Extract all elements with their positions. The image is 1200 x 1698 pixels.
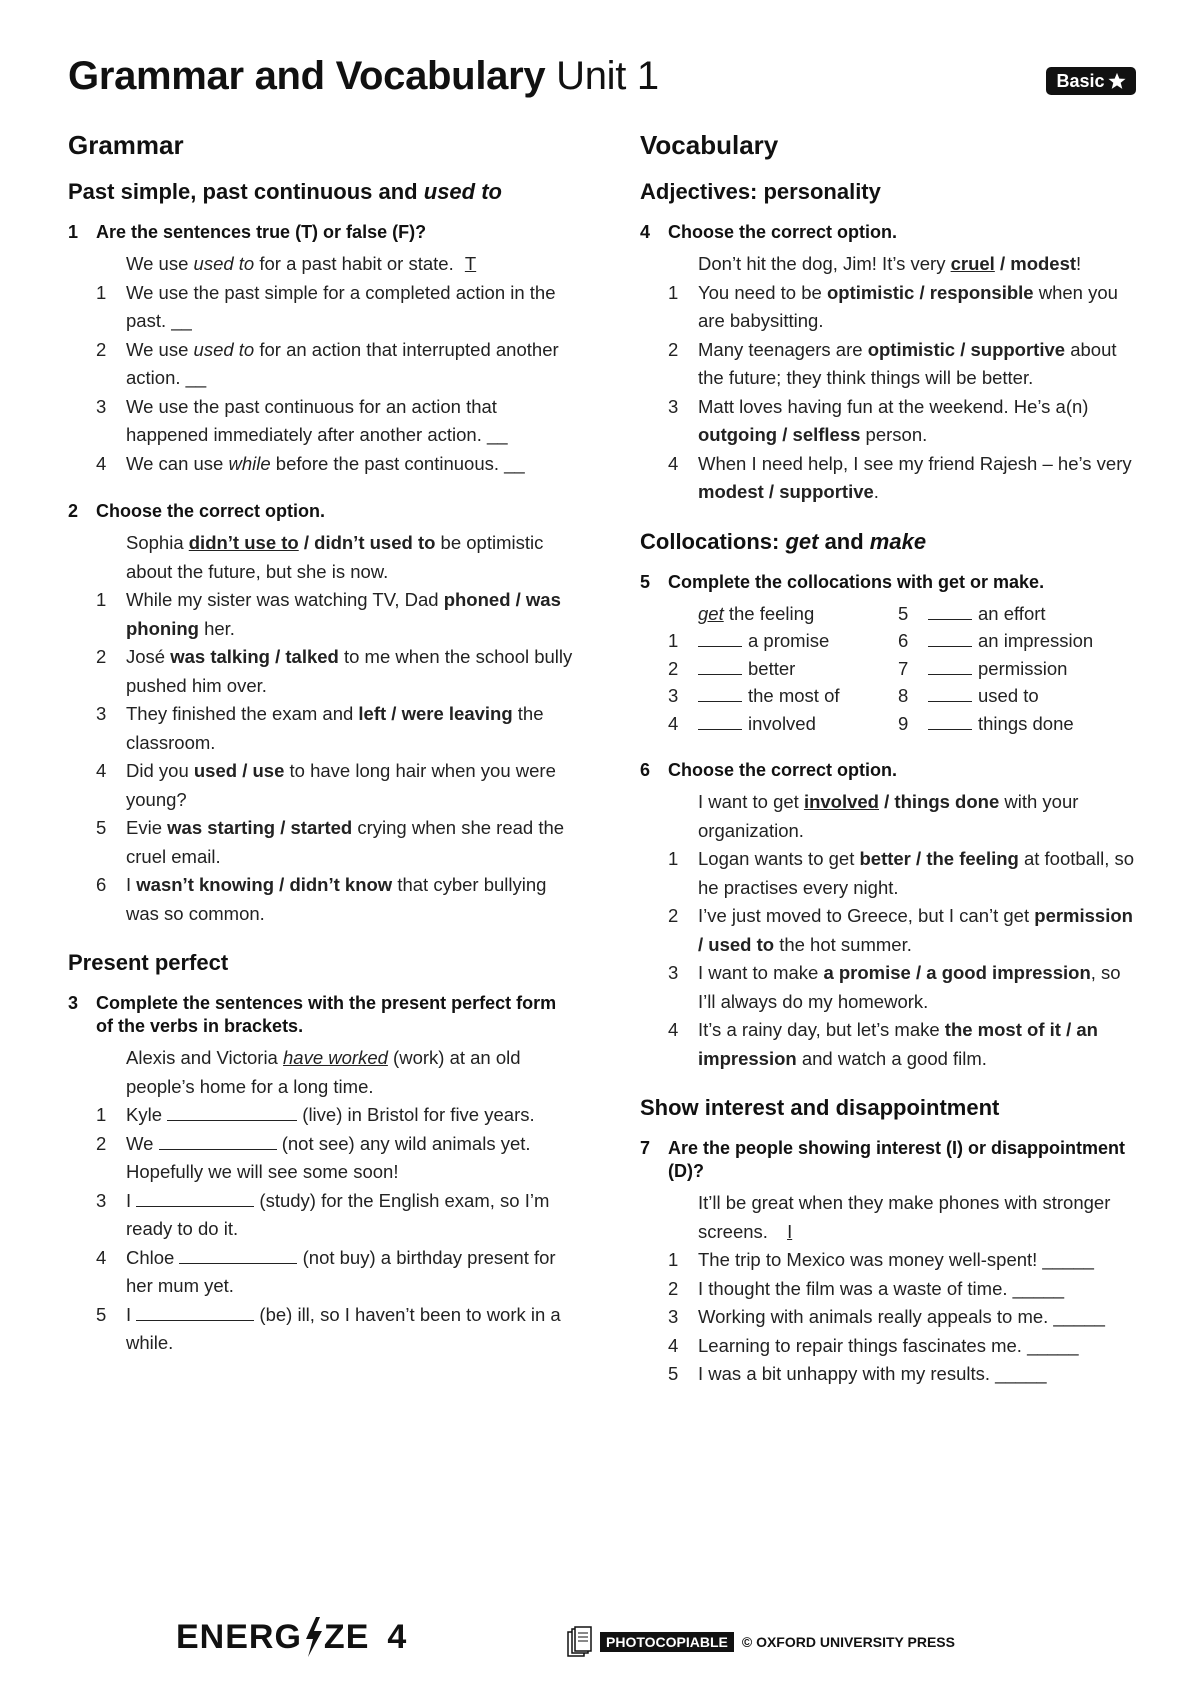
answer-blank[interactable] xyxy=(179,1245,297,1264)
exercise-instruction: 2 Choose the correct option. xyxy=(68,501,326,521)
list-item: 2 We (not see) any wild animals yet. Hopefully we will see some soon! xyxy=(96,1132,531,1182)
list-item: 2 José was talking / talked to me when the school bully pushed him over. xyxy=(96,646,573,696)
list-item: 3 I (study) for the English exam, so I’m ready to do it. xyxy=(96,1189,550,1239)
list-item: 1 The trip to Mexico was money well-spent! _____ xyxy=(668,1249,1094,1270)
grammar-heading: Grammar xyxy=(68,130,184,160)
list-item: 4 It’s a rainy day, but let’s make the most of it / an impression and watch a good film. xyxy=(668,1019,1098,1069)
example-item: get the feeling xyxy=(698,602,815,624)
example-item: Don’t hit the dog, Jim! It’s very cruel / modest! xyxy=(698,253,1082,274)
list-item: 1 Kyle (live) in Bristol for five years. xyxy=(96,1104,535,1125)
list-item: 3 Matt loves having fun at the weekend. He’s a(n) outgoing / selfless person. xyxy=(668,395,1089,445)
energize-logo xyxy=(176,1617,407,1657)
section-title-italic: used to xyxy=(423,179,502,204)
section-heading: Collocations: get and make xyxy=(640,528,927,554)
exercise-4 xyxy=(640,221,1140,507)
exercise-6 xyxy=(640,759,1140,1073)
list-item: 5 I (be) ill, so I haven’t been to work in a while. xyxy=(96,1303,561,1353)
list-item: 4 Chloe (not buy) a birthday present for her mum yet. xyxy=(96,1246,556,1296)
logo-text: ENERG xyxy=(176,1617,302,1656)
vocabulary-heading: Vocabulary xyxy=(640,130,779,160)
list-item: 2 We use used to for an action that interrupted another action. __ xyxy=(96,338,559,388)
list-item: 4 We can use while before the past continuous. __ xyxy=(96,452,525,474)
answer-blank[interactable] xyxy=(928,683,972,702)
answer-blank[interactable] xyxy=(698,656,742,675)
list-item: 1 Logan wants to get better / the feeling at football, so he practises every night. xyxy=(668,848,1135,898)
level-number: 4 xyxy=(387,1617,408,1656)
page-title xyxy=(68,54,659,99)
answer-blank[interactable] xyxy=(167,1102,297,1121)
star-icon xyxy=(1108,72,1126,90)
answer-blank[interactable] xyxy=(136,1188,254,1207)
list-item: 5 I was a bit unhappy with my results. _____ xyxy=(668,1363,1047,1384)
list-item: 3 They finished the exam and left / were leaving the classroom. xyxy=(96,703,544,753)
answer-blank[interactable] xyxy=(136,1302,254,1321)
logo-text: ZE xyxy=(323,1617,370,1656)
exercise-instruction xyxy=(68,221,578,244)
exercise-instruction: 4 Choose the correct option. xyxy=(640,222,898,242)
answer-blank[interactable] xyxy=(698,711,742,730)
exercise-number: 1 xyxy=(68,222,79,242)
answer-blank[interactable] xyxy=(928,711,972,730)
exercise-instruction: 7 Are the people showing interest (I) or disappointment (D)? xyxy=(640,1138,1126,1181)
example-item: I want to get involved / things done with your organization. xyxy=(698,791,1079,841)
list-item: 1 You need to be optimistic / responsible when you are babysitting. xyxy=(668,281,1118,331)
exercise-1 xyxy=(68,221,578,478)
level-badge xyxy=(1046,67,1136,95)
list-item: 4 Learning to repair things fascinates me. _____ xyxy=(668,1334,1079,1356)
exercise-7 xyxy=(640,1137,1140,1389)
grammar-column xyxy=(68,130,578,1380)
answer-blank[interactable] xyxy=(928,656,972,675)
list-item: 1 We use the past simple for a completed action in the past. __ xyxy=(96,281,556,331)
photocopiable-tag: PHOTOCOPIABLE xyxy=(600,1632,734,1652)
example-item: Sophia didn’t use to / didn’t used to be optimistic about the future, but she is now. xyxy=(126,532,544,582)
list-item: 3 We use the past continuous for an action that happened immediately after another action. __ xyxy=(96,395,508,445)
list-item: 2 I thought the film was a waste of time. _____ xyxy=(668,1277,1065,1299)
list-item: 2 Many teenagers are optimistic / supportive about the future; they think things will be better. xyxy=(668,338,1117,388)
instruction-text: Are the sentences true (T) or false (F)? xyxy=(96,222,427,242)
exercise-5 xyxy=(640,571,1140,738)
answer-blank[interactable] xyxy=(928,628,972,647)
example-item: We use used to for a past habit or state. T xyxy=(68,250,578,279)
section-heading xyxy=(68,179,578,205)
lightning-bolt-icon xyxy=(302,1617,324,1657)
title-unit: Unit 1 xyxy=(545,54,659,98)
list-item: 5 Evie was starting / started crying when she read the cruel email. xyxy=(96,817,565,867)
list-item: 3 I want to make a promise / a good impression, so I’ll always do my homework. xyxy=(668,962,1121,1012)
list-item: 1 While my sister was watching TV, Dad phoned / was phoning her. xyxy=(96,589,561,639)
exercise-3 xyxy=(68,992,578,1358)
exercise-2 xyxy=(68,500,578,928)
exercise-instruction: 5 Complete the collocations with get or make. xyxy=(640,571,1045,592)
section-heading: Show interest and disappointment xyxy=(640,1095,1000,1120)
vocabulary-column xyxy=(640,130,1140,1411)
example-item: It’ll be great when they make phones with stronger screens. I xyxy=(698,1192,1111,1242)
title-main: Grammar and Vocabulary xyxy=(68,54,546,98)
section-heading: Present perfect xyxy=(68,950,229,975)
answer-blank[interactable] xyxy=(698,683,742,702)
exercise-instruction: 3 Complete the sentences with the present perfect form of the verbs in brackets. xyxy=(68,993,557,1036)
example-item: Alexis and Victoria have worked (work) at an old people’s home for a long time. xyxy=(126,1047,521,1097)
answer-blank[interactable] xyxy=(928,601,972,620)
section-heading: Adjectives: personality xyxy=(640,179,881,204)
list-item: 4 Did you used / use to have long hair when you were young? xyxy=(96,760,556,810)
answer-blank[interactable] xyxy=(698,628,742,647)
list-item: 2 I’ve just moved to Greece, but I can’t get permission / used to the hot summer. xyxy=(668,905,1133,955)
list-item: 6 I wasn’t knowing / didn’t know that cyber bullying was so common. xyxy=(96,874,547,924)
list-item: 4 When I need help, I see my friend Rajesh – he’s very modest / supportive. xyxy=(668,452,1132,502)
section-title: Past simple, past continuous and xyxy=(68,179,418,204)
copyright-footer xyxy=(566,1626,955,1658)
photocopy-icon xyxy=(566,1626,592,1658)
example-answer: T xyxy=(464,253,477,274)
publisher-text: © OXFORD UNIVERSITY PRESS xyxy=(741,1634,955,1650)
list-item: 3 Working with animals really appeals to me. _____ xyxy=(668,1306,1105,1327)
answer-blank[interactable] xyxy=(159,1131,277,1150)
collocation-grid: get the feeling 5 an effort 1 a promise 6 an impression 2 better 7 permission 3 the most of 8 used to 4 involved 9 things done xyxy=(640,600,1140,738)
badge-label: Basic xyxy=(1056,70,1105,91)
exercise-instruction: 6 Choose the correct option. xyxy=(640,760,898,780)
